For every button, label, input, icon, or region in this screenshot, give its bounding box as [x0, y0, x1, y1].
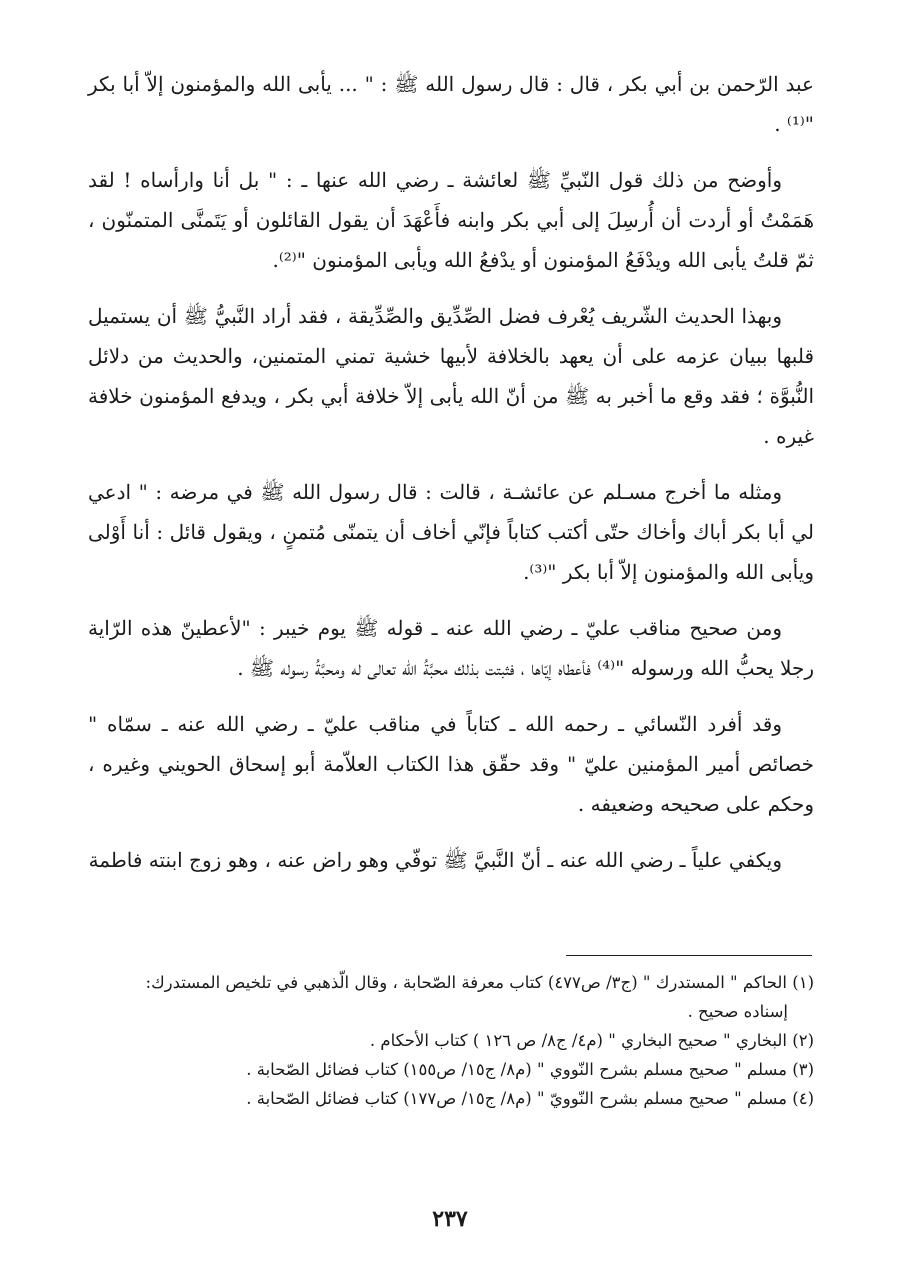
footnote-4: (٤) مسلم " صحيح مسلم بشرح النّوويّ " (م٨/ ج١٥/ ص١٧٧) كتاب فضائل الصّحابة .: [246, 1089, 814, 1108]
footnote-3: (٣) مسلم " صحيح مسلم بشرح النّووي " (م٨/ ج١٥/ ص١٥٥) كتاب فضائل الصّحابة .: [246, 1060, 814, 1079]
paragraph: ومثله ما أخرج مسـلم عن عائشـة ، قالت : قال رسول الله ﷺ في مرضه : " ادعي لي أبا بكر أباك وأخاك حتّى أكتب كتاباً فإنّي أخاف أن يتمنّى مُتمنٍ ، ويقول قائل : أنا أَوْلى ويأبى الله والمؤمنون إلاّ أبا بكر "⁽³⁾.: [88, 480, 814, 584]
footnote-1-continuation: إسناده صحيح .: [687, 1002, 788, 1021]
paragraph-continuation: عبد الرّحمن بن أبي بكر ، قال : قال رسول الله ﷺ : " ... يأبى الله والمؤمنون إلاّ أبا بكر "⁽¹⁾ .: [88, 72, 814, 136]
paragraph: وبهذا الحديث الشّريف يُعْرف فضل الصِّدِّيق والصِّدِّيقة ، فقد أراد النَّبيُّ ﷺ أن يستميل قلبها ببيان عزمه على أن يعهد بالخلافة لأبيها خشية تمني المتمنين، والحديث من دلائل النُّبوَّة ؛ فقد وقع ما أخبر به ﷺ من أنّ الله يأبى إلاّ خلافة أبي بكر ، ويدفع المؤمنون خلافة غيره .: [88, 304, 814, 448]
paragraph: ويكفي علياً ـ رضي الله عنه ـ أنّ النَّبيَّ ﷺ توفّي وهو راض عنه ، وهو زوج ابنته فاطمة: [88, 848, 782, 872]
footnote-2: (٢) البخاري " صحيح البخاري " (م٤/ ج٨/ ص ١٢٦ ) كتاب الأحكام .: [369, 1031, 814, 1050]
page-number: ٢٣٧: [432, 1206, 468, 1232]
footnotes: [88, 968, 814, 1113]
paragraph: ومن صحيح مناقب عليّ ـ رضي الله عنه ـ قوله ﷺ يوم خيبر : "لأعطينّ هذه الرّاية رجلا يحبُّ الله ورسوله "⁽⁴⁾ فأعطاه إيّاها ، فثبتت بذلك محبَّةُ الله تعالى له ومحبَّةُ رسوله ﷺ .: [88, 616, 814, 680]
main-text: [88, 64, 814, 880]
paragraph: وقد أفرد النّسائي ـ رحمه الله ـ كتاباً في مناقب عليّ ـ رضي الله عنه ـ سمّاه " خصائص أمير المؤمنين عليّ " وقد حقّق هذا الكتاب العلاّمة أبو إسحاق الحويني وغيره ، وحكم على صحيحه وضعيفه .: [88, 712, 814, 816]
page-body: [88, 64, 814, 896]
paragraph: وأوضح من ذلك قول النّبيِّ ﷺ لعائشة ـ رضي الله عنها ـ : " بل أنا وارأساه ! لقد هَمَمْتُ أو أردت أن أُرسِلَ إلى أبي بكر وابنه فأَعْهَدَ أن يقول القائلون أو يَتَمنَّى المتمنّون ، ثمّ قلتُ يأبى الله ويدْفَعُ المؤمنون أو يدْفعُ الله ويأبى المؤمنون "⁽²⁾.: [88, 168, 814, 272]
footnote-1: (١) الحاكم " المستدرك " (ج٣/ ص٤٧٧) كتاب معرفة الصّحابة ، وقال الّذهبي في تلخيص المستدرك:: [145, 973, 814, 992]
footnote-divider: [566, 955, 812, 956]
